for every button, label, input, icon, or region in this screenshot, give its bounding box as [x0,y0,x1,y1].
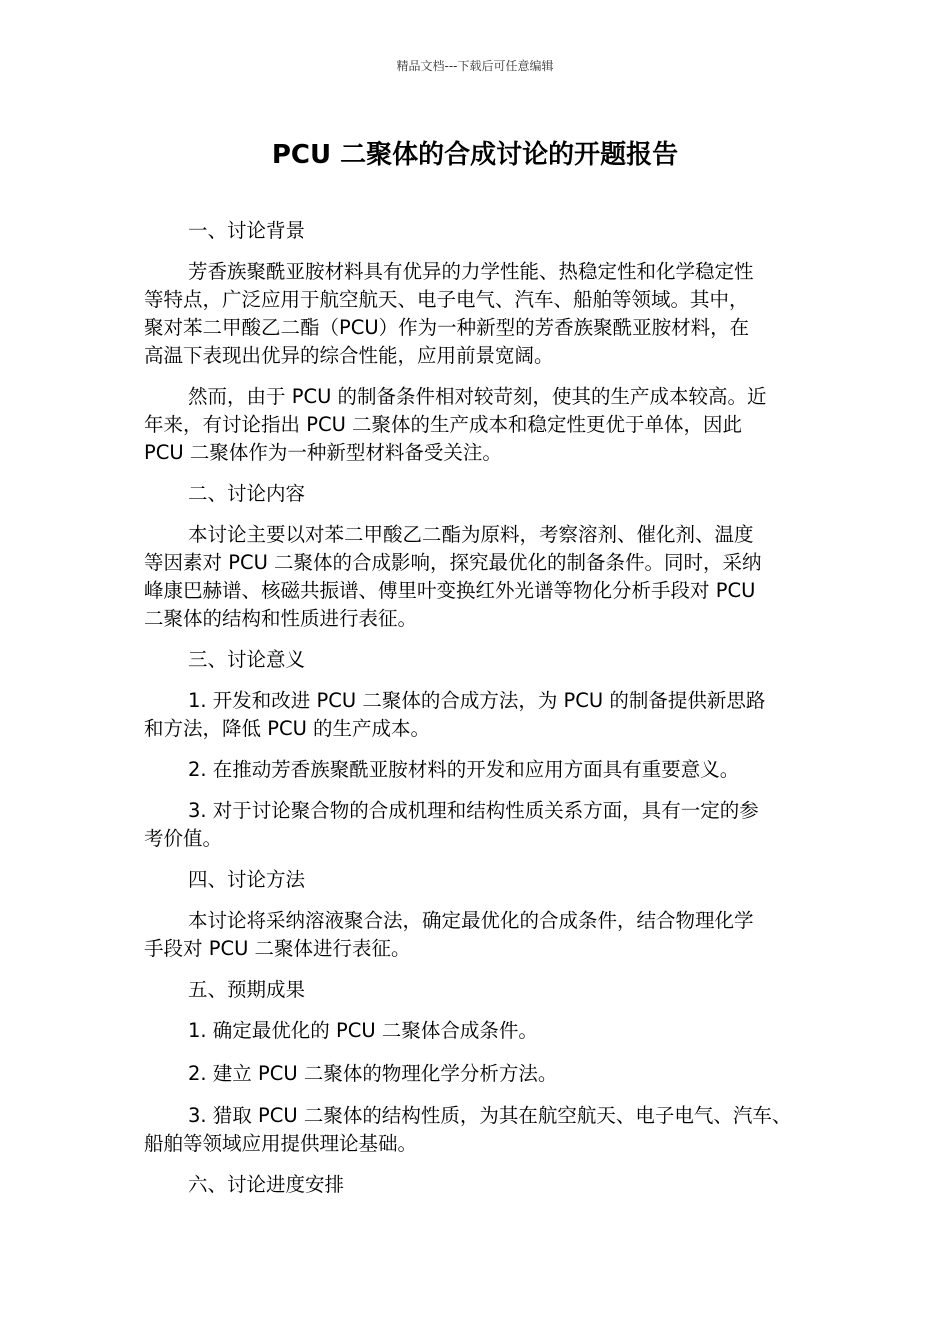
paragraph-line: 本讨论主要以对苯二甲酸乙二酯为原料，考察溶剂、催化剂、温度 [188,523,754,546]
paragraph-line: 等因素对 PCU 二聚体的合成影响，探究最优化的制备条件。同时，采纳 [144,551,762,574]
list-item-line: 1. 确定最优化的 PCU 二聚体合成条件。 [188,1019,538,1042]
list-item-line: 1. 开发和改进 PCU 二聚体的合成方法，为 PCU 的制备提供新思路 [188,689,766,712]
list-item-line: 考价值。 [144,827,223,850]
section-heading-content: 二、讨论内容 [188,482,306,505]
list-item-line: 3. 对于讨论聚合物的合成机理和结构性质关系方面，具有一定的参 [188,799,759,822]
paragraph-line: 聚对苯二甲酸乙二酯（PCU）作为一种新型的芳香族聚酰亚胺材料，在 [144,316,750,339]
paragraph-line: 峰康巴赫谱、核磁共振谱、傅里叶变换红外光谱等物化分析手段对 PCU [144,579,756,602]
paragraph-line: 二聚体的结构和性质进行表征。 [144,607,418,630]
document-title: PCU 二聚体的合成讨论的开题报告 [271,140,679,170]
paragraph-line: 等特点，广泛应用于航空航天、电子电气、汽车、船舶等领域。其中， [144,288,749,311]
section-heading-expected-results: 五、预期成果 [188,978,306,1001]
paragraph-line: 手段对 PCU 二聚体进行表征。 [144,937,411,960]
paragraph-line: PCU 二聚体作为一种新型材料备受关注。 [144,441,502,464]
paragraph-line: 本讨论将采纳溶液聚合法，确定最优化的合成条件，结合物理化学 [188,909,754,932]
section-heading-method: 四、讨论方法 [188,868,306,891]
list-item-line: 2. 建立 PCU 二聚体的物理化学分析方法。 [188,1062,558,1085]
section-heading-background: 一、讨论背景 [188,219,306,242]
list-item-line: 2. 在推动芳香族聚酰亚胺材料的开发和应用方面具有重要意义。 [188,758,740,781]
section-heading-significance: 三、讨论意义 [188,648,306,671]
paragraph-line: 年来，有讨论指出 PCU 二聚体的生产成本和稳定性更优于单体，因此 [144,413,743,436]
paragraph-line: 然而，由于 PCU 的制备条件相对较苛刻，使其的生产成本较高。近 [188,385,767,408]
paragraph-line: 芳香族聚酰亚胺材料具有优异的力学性能、热稳定性和化学稳定性 [188,260,754,283]
list-item-line: 和方法，降低 PCU 的生产成本。 [144,717,431,740]
section-heading-schedule: 六、讨论进度安排 [188,1173,345,1196]
paragraph-line: 高温下表现出优异的综合性能，应用前景宽阔。 [144,344,554,367]
header-watermark: 精品文档---下载后可任意编辑 [396,59,554,73]
list-item-line: 船舶等领域应用提供理论基础。 [144,1132,418,1155]
list-item-line: 3. 猎取 PCU 二聚体的结构性质，为其在航空航天、电子电气、汽车、 [188,1104,792,1127]
